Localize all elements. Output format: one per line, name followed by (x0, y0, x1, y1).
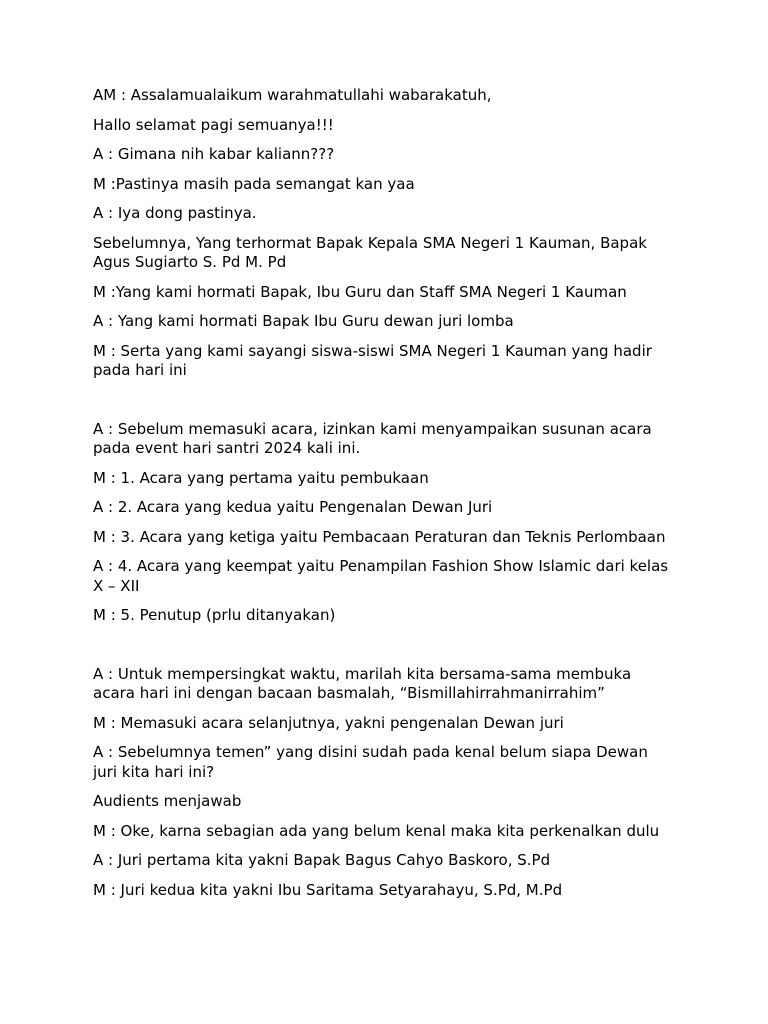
paragraph-agenda-intro: A : Sebelum memasuki acara, izinkan kami menyampaikan susunan acara pada event hari santri 2024 kali ini. (93, 419, 652, 457)
paragraph-teachers-greeting: M :Yang kami hormati Bapak, Ibu Guru dan Staff SMA Negeri 1 Kauman (93, 282, 627, 301)
paragraph-agenda-item-2: A : 2. Acara yang kedua yaitu Pengenalan Dewan Juri (93, 498, 493, 516)
paragraph-spirit: M :Pastinya masih pada semangat kan yaa (93, 174, 415, 193)
paragraph-jury-greeting: A : Yang kami hormati Bapak Ibu Guru dewan juri lomba (93, 312, 514, 330)
paragraph-yes: A : Iya dong pastinya. (93, 204, 257, 222)
paragraph-agenda-item-3: M : 3. Acara yang ketiga yaitu Pembacaan Peraturan dan Teknis Perlombaan (93, 527, 666, 546)
paragraph-agenda-item-5: M : 5. Penutup (prlu ditanyakan) (93, 606, 336, 624)
paragraph-agenda-item-1: M : 1. Acara yang pertama yaitu pembukaan (93, 468, 429, 487)
paragraph-first-jury: A : Juri pertama kita yakni Bapak Bagus Cahyo Baskoro, S.Pd (93, 851, 551, 869)
paragraph-introduce-jury: M : Oke, karna sebagian ada yang belum kenal maka kita perkenalkan dulu (93, 821, 660, 840)
paragraph-agenda-item-4: A : 4. Acara yang keempat yaitu Penampilan Fashion Show Islamic dari kelas X – XII (93, 557, 669, 595)
paragraph-audience-answer: Audients menjawab (93, 792, 242, 810)
paragraph-how-are-you: A : Gimana nih kabar kaliann??? (93, 145, 335, 163)
paragraph-opening-greeting: AM : Assalamualaikum warahmatullahi wabarakatuh, (93, 86, 492, 104)
paragraph-basmalah: A : Untuk mempersingkat waktu, marilah kita bersama-sama membuka acara hari ini dengan bacaan basmalah, “Bismillahirrahmanirrahim” (93, 664, 632, 702)
paragraph-second-jury: M : Juri kedua kita yakni Ibu Saritama Setyarahayu, S.Pd, M.Pd (93, 880, 563, 899)
section-spacer (93, 636, 676, 665)
section-spacer (93, 391, 676, 420)
paragraph-next-agenda: M : Memasuki acara selanjutnya, yakni pengenalan Dewan juri (93, 713, 564, 732)
paragraph-principal-greeting: Sebelumnya, Yang terhormat Bapak Kepala SMA Negeri 1 Kauman, Bapak Agus Sugiarto S. Pd M. Pd (93, 233, 647, 271)
paragraph-students-greeting: M : Serta yang kami sayangi siswa-siswi SMA Negeri 1 Kauman yang hadir pada hari ini (93, 341, 652, 379)
paragraph-jury-question: A : Sebelumnya temen” yang disini sudah pada kenal belum siapa Dewan juri kita hari ini? (93, 743, 648, 781)
paragraph-hello: Hallo selamat pagi semuanya!!! (93, 115, 334, 134)
